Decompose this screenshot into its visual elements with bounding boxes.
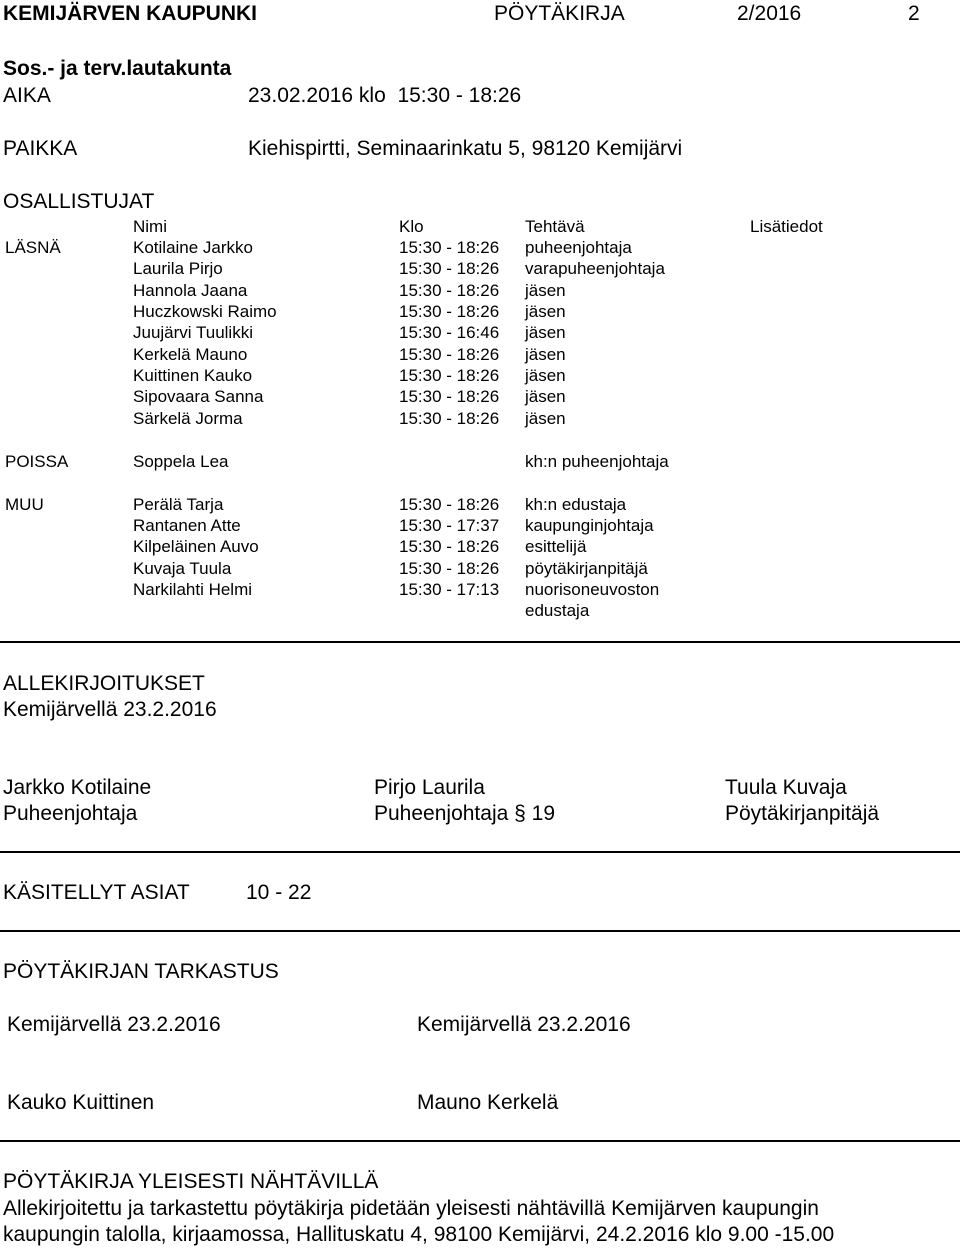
participant-time: 15:30 - 18:26	[399, 302, 500, 321]
participant-time: 15:30 - 18:26	[399, 559, 500, 578]
signer-name: Jarkko Kotilaine	[3, 776, 152, 799]
participant-time: 15:30 - 16:46	[399, 323, 500, 342]
absent-role: kh:n puheenjohtaja	[525, 452, 669, 471]
absent-name: Soppela Lea	[133, 452, 229, 471]
participant-name: Kotilaine Jarkko	[133, 238, 254, 257]
section-divider	[0, 930, 960, 932]
participant-name: Perälä Tarja	[133, 495, 224, 514]
public-notice-line-1: Allekirjoitettu ja tarkastettu pöytäkirja pidetään yleisesti nähtävillä Kemijärven kaupungin	[3, 1197, 819, 1220]
signer-name: Pirjo Laurila	[374, 776, 485, 799]
organization-name: KEMIJÄRVEN KAUPUNKI	[3, 2, 257, 25]
time-value: 23.02.2016 klo 15:30 - 18:26	[248, 84, 522, 107]
participant-name: Sipovaara Sanna	[133, 387, 264, 406]
matters-value: 10 - 22	[246, 881, 312, 904]
participant-role: jäsen	[525, 281, 566, 300]
participant-role: esittelijä	[525, 537, 587, 556]
participant-role: jäsen	[525, 323, 566, 342]
participant-time: 15:30 - 18:26	[399, 537, 500, 556]
review-title: PÖYTÄKIRJAN TARKASTUS	[3, 960, 279, 983]
place-label: PAIKKA	[3, 137, 78, 160]
signatures-title: ALLEKIRJOITUKSET	[3, 672, 205, 695]
participant-name: Kuvaja Tuula	[133, 559, 232, 578]
participant-role: jäsen	[525, 345, 566, 364]
signer-name: Tuula Kuvaja	[725, 776, 847, 799]
participant-name: Rantanen Atte	[133, 516, 241, 535]
participant-role: puheenjohtaja	[525, 238, 632, 257]
place-value: Kiehispirtti, Seminaarinkatu 5, 98120 Kemijärvi	[248, 137, 683, 160]
section-divider	[0, 851, 960, 853]
reviewer-name-2: Mauno Kerkelä	[417, 1091, 559, 1114]
participant-name: Narkilahti Helmi	[133, 580, 253, 599]
participant-name: Kerkelä Mauno	[133, 345, 248, 364]
public-notice-title: PÖYTÄKIRJA YLEISESTI NÄHTÄVILLÄ	[3, 1170, 379, 1193]
participant-name: Juujärvi Tuulikki	[133, 323, 253, 342]
signatures-place-date: Kemijärvellä 23.2.2016	[3, 698, 217, 721]
public-notice-line-2: kaupungin talolla, kirjaamossa, Hallituskatu 4, 98100 Kemijärvi, 24.2.2016 klo 9.00 -15.00	[3, 1223, 835, 1246]
participant-time: 15:30 - 17:13	[399, 580, 500, 599]
participant-time: 15:30 - 18:26	[399, 366, 500, 385]
participant-name: Kuittinen Kauko	[133, 366, 253, 385]
page-number: 2	[908, 2, 920, 25]
signer-title: Pöytäkirjanpitäjä	[725, 802, 880, 825]
participant-role: kh:n edustaja	[525, 495, 627, 514]
board-name: Sos.- ja terv.lautakunta	[3, 57, 232, 80]
participant-time: 15:30 - 18:26	[399, 238, 500, 257]
participant-time: 15:30 - 18:26	[399, 495, 500, 514]
participant-role: jäsen	[525, 366, 566, 385]
participant-name: Laurila Pirjo	[133, 259, 223, 278]
participant-name: Hannola Jaana	[133, 281, 248, 300]
signer-title: Puheenjohtaja	[3, 802, 138, 825]
review-place-date-1: Kemijärvellä 23.2.2016	[7, 1013, 221, 1036]
column-header-name: Nimi	[133, 217, 167, 236]
participant-time: 15:30 - 18:26	[399, 259, 500, 278]
review-place-date-2: Kemijärvellä 23.2.2016	[417, 1013, 631, 1036]
participants-title: OSALLISTUJAT	[3, 190, 155, 213]
column-header-time: Klo	[399, 217, 424, 236]
other-label: MUU	[5, 495, 44, 514]
column-header-role: Tehtävä	[525, 217, 585, 236]
participant-time: 15:30 - 17:37	[399, 516, 500, 535]
participant-role: pöytäkirjanpitäjä	[525, 559, 648, 578]
participant-time: 15:30 - 18:26	[399, 409, 500, 428]
participant-role: jäsen	[525, 387, 566, 406]
absent-label: POISSA	[5, 452, 69, 471]
participant-time: 15:30 - 18:26	[399, 281, 500, 300]
section-divider	[0, 1140, 960, 1142]
document-type: PÖYTÄKIRJA	[494, 2, 625, 25]
participant-role: varapuheenjohtaja	[525, 259, 665, 278]
participant-time: 15:30 - 18:26	[399, 345, 500, 364]
participant-name: Särkelä Jorma	[133, 409, 243, 428]
participant-role: kaupunginjohtaja	[525, 516, 654, 535]
participant-name: Kilpeläinen Auvo	[133, 537, 259, 556]
present-label: LÄSNÄ	[5, 238, 61, 257]
signer-title: Puheenjohtaja § 19	[374, 802, 555, 825]
section-divider	[0, 641, 960, 643]
participant-time: 15:30 - 18:26	[399, 387, 500, 406]
participant-name: Huczkowski Raimo	[133, 302, 277, 321]
participant-role: jäsen	[525, 409, 566, 428]
time-label: AIKA	[3, 84, 51, 107]
reviewer-name-1: Kauko Kuittinen	[7, 1091, 155, 1114]
column-header-info: Lisätiedot	[750, 217, 823, 236]
matters-label: KÄSITELLYT ASIAT	[3, 881, 190, 904]
participant-role: nuorisoneuvoston	[525, 580, 660, 599]
document-number: 2/2016	[737, 2, 802, 25]
participant-role: jäsen	[525, 302, 566, 321]
participant-role-continued: edustaja	[525, 601, 590, 620]
